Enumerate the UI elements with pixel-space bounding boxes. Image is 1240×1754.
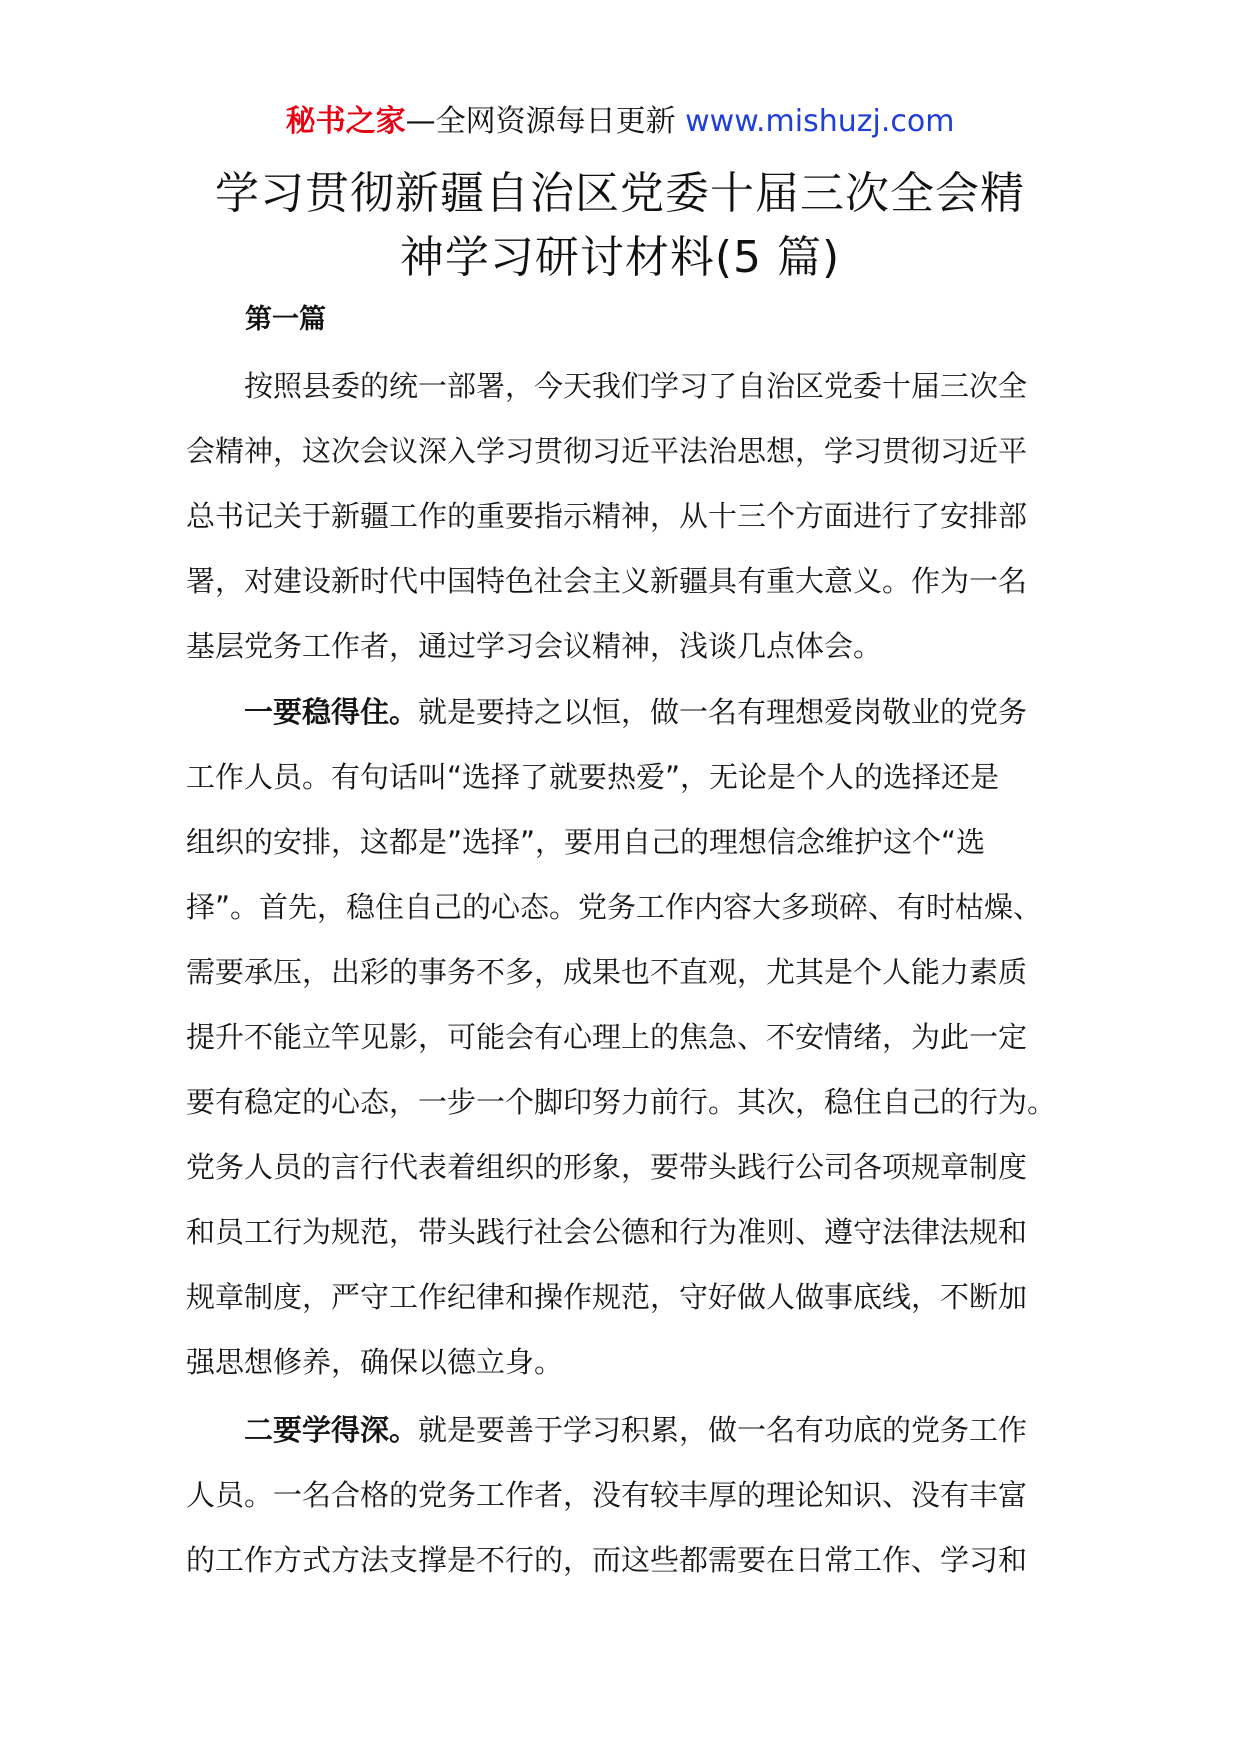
paragraph-point-1: [186, 680, 1066, 1395]
paragraph-line: 党务人员的言行代表着组织的形象，要带头践行公司各项规章制度: [186, 1150, 1028, 1184]
paragraph-line: 人员。一名合格的党务工作者，没有较丰厚的理论知识、没有丰富: [186, 1478, 1028, 1512]
paragraph-line: 要有稳定的心态，一步一个脚印努力前行。其次，稳住自己的行为。: [186, 1085, 1057, 1119]
paragraph-line: 提升不能立竿见影，可能会有心理上的焦急、不安情绪，为此一定: [186, 1020, 1028, 1054]
document-title: [0, 162, 1240, 290]
paragraph-line: 总书记关于新疆工作的重要指示精神，从十三个方面进行了安排部: [186, 499, 1028, 533]
section-heading: 第一篇: [245, 304, 326, 335]
paragraph-line-text: 就是要持之以恒，做一名有理想爱岗敬业的党务: [418, 695, 1028, 729]
site-url-link[interactable]: www.mishuzj.com: [685, 104, 955, 139]
paragraph-line: 的工作方式方法支撑是不行的，而这些都需要在日常工作、学习和: [186, 1543, 1028, 1577]
paragraph-line: 工作人员。有句话叫“选择了就要热爱”，无论是个人的选择还是: [186, 760, 1000, 794]
paragraph-point-2: [186, 1398, 1066, 1593]
brand-name: 秘书之家: [285, 104, 406, 139]
paragraph-line-text: 就是要善于学习积累，做一名有功底的党务工作: [418, 1413, 1028, 1447]
paragraph-line: 会精神，这次会议深入学习贯彻习近平法治思想，学习贯彻习近平: [186, 434, 1028, 468]
paragraph-line: 需要承压，出彩的事务不多，成果也不直观，尤其是个人能力素质: [186, 955, 1028, 989]
paragraph-line: 择”。首先，稳住自己的心态。党务工作内容大多琐碎、有时枯燥、: [186, 890, 1043, 924]
title-line-2: 神学习研讨材料(5 篇): [399, 232, 841, 283]
paragraph-line: 组织的安排，这都是”选择”，要用自己的理想信念维护这个“选: [186, 825, 986, 859]
paragraph-intro: [186, 354, 1066, 679]
paragraph-line: [186, 680, 1066, 745]
paragraph-line: 规章制度，严守工作纪律和操作规范，守好做人做事底线，不断加: [186, 1280, 1028, 1314]
site-header: [0, 100, 1240, 144]
paragraph-lead: 二要学得深。: [244, 1413, 419, 1447]
paragraph-line: 署，对建设新时代中国特色社会主义新疆具有重大意义。作为一名: [186, 564, 1028, 598]
paragraph-line: 按照县委的统一部署，今天我们学习了自治区党委十届三次全: [186, 369, 1028, 403]
header-tagline: —全网资源每日更新: [405, 104, 676, 139]
paragraph-lead: 一要稳得住。: [244, 695, 419, 729]
paragraph-line: [186, 1398, 1066, 1463]
paragraph-line: 和员工行为规范，带头践行社会公德和行为准则、遵守法律法规和: [186, 1215, 1028, 1249]
title-line-1: 学习贯彻新疆自治区党委十届三次全会精: [215, 168, 1025, 219]
paragraph-line: 基层党务工作者，通过学习会议精神，浅谈几点体会。: [186, 629, 883, 663]
paragraph-line: 强思想修养，确保以德立身。: [186, 1345, 564, 1379]
